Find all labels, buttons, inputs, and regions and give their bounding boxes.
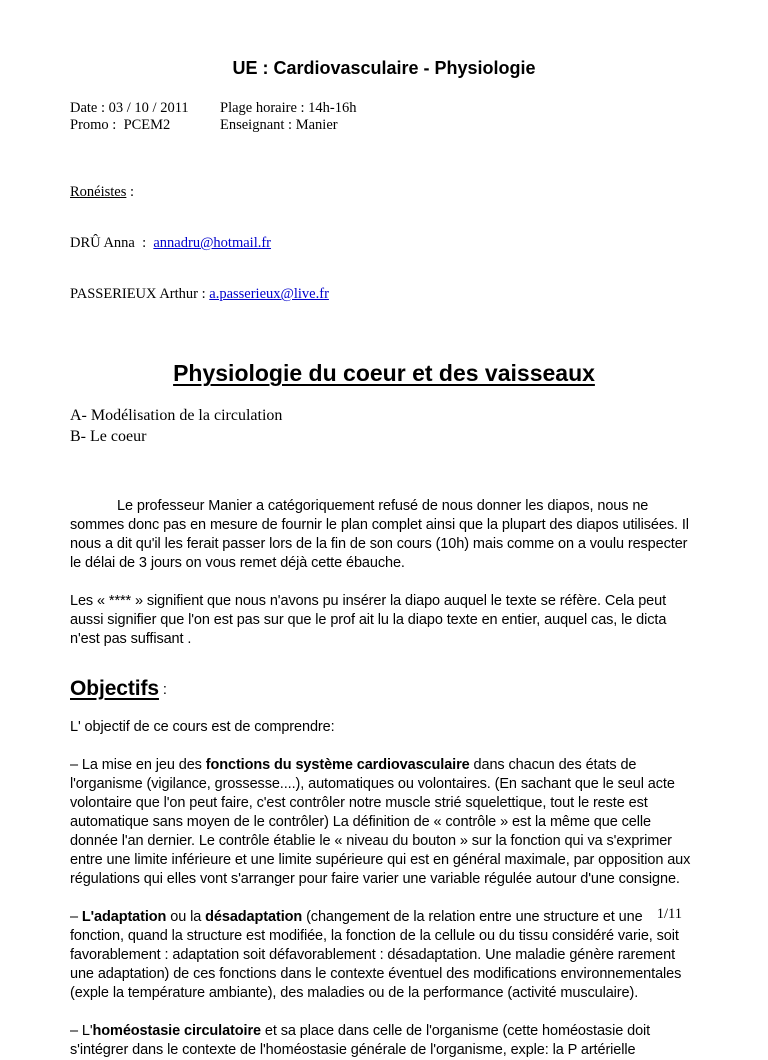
- main-title-text: Physiologie du coeur et des vaisseaux: [173, 360, 595, 386]
- outline-item-a: A- Modélisation de la circulation: [70, 407, 283, 424]
- roneistes-label: Ronéistes: [70, 184, 127, 200]
- meta-time: Plage horaire : 14h-16h: [220, 100, 357, 116]
- objectifs-heading: [70, 679, 698, 700]
- roneistes-label-line: [70, 184, 698, 201]
- email-link[interactable]: a.passerieux@live.fr: [209, 286, 329, 302]
- roneiste-name: DRÛ Anna :: [70, 235, 154, 251]
- roneiste-entry: [70, 235, 698, 252]
- objective-bullet-adaptation: – L'adaptation ou la désadaptation (changement de la relation entre une structure et une fonction, quand la structure est modifiée, la fonction de la cellule ou du tissu considéré varie, soit favorablement : adaptation soit défavorablement : désadaptation. Une maladie génère rarement une adaptation) de ces fonctions dans le contexte éventuel des modifications environnementales (exple la température ambiante), des maladies ou de la performance (activité musculaire).: [70, 909, 682, 1001]
- roneiste-name: PASSERIEUX Arthur :: [70, 286, 210, 302]
- main-title: [70, 360, 698, 387]
- intro-paragraph-1: Le professeur Manier a catégoriquement refusé de nous donner les diapos, nous ne sommes donc pas en mesure de fournir le plan complet ainsi que la plupart des diapos utilisées. Il nous a dit qu'il les ferait passer lors de la fin de son cours (10h) mais comme on a voulu respecter le délai de 3 jours on vous remet déjà cette ébauche.: [70, 498, 689, 571]
- meta-promo: Promo : PCEM2: [70, 116, 171, 133]
- objectifs-heading-suffix: :: [158, 682, 167, 698]
- roneistes-block: [70, 150, 698, 337]
- meta-teacher: Enseignant : Manier: [220, 116, 338, 133]
- roneistes-label-suffix: :: [126, 184, 135, 200]
- outline-item-b: B- Le coeur: [70, 428, 147, 445]
- objective-bullet-functions: – La mise en jeu des fonctions du système cardiovasculaire dans chacun des états de l'organisme (vigilance, grossesse....), automatiques ou volontaires. (En sachant que le seul acte volontaire que l'on peut faire, c'est contrôler notre muscle strié squelettique, tout le reste est automatique sans moyen de le contrôler) La définition de « contrôle » est la même que celle donnée l'an dernier. Le contrôle établie le « niveau du bouton » sur la fonction qui va s'exprimer entre une limite inférieure et une limite supérieure qui est en général maximale, par opposition aux régulations qui elles vont s'arranger pour faire varier une variable régulée autour d'une consigne.: [70, 757, 691, 887]
- meta-date: Date : 03 / 10 / 2011: [70, 100, 189, 116]
- course-meta: [70, 100, 698, 133]
- intro-paragraph-2: Les « **** » signifient que nous n'avons pu insérer la diapo auquel le texte se réfère. Cela peut aussi signifier que l'on est pas sur que le prof ait lu la diapo texte en entier, auquel cas, le dicta n'est pas suffisant .: [70, 593, 667, 647]
- objective-bullet-homeostasie: – L'homéostasie circulatoire et sa place dans celle de l'organisme (cette homéostasie doit s'intégrer dans le contexte de l'homéostasie générale de l'organisme, exple: la P artérielle: [70, 1023, 651, 1058]
- roneiste-entry: [70, 286, 698, 303]
- email-link[interactable]: annadru@hotmail.fr: [153, 235, 272, 251]
- objectifs-heading-text: Objectifs: [70, 677, 159, 700]
- page-number: 1/11: [656, 906, 682, 922]
- document-body: [70, 497, 698, 1060]
- course-outline: [70, 405, 698, 447]
- objectifs-intro: L' objectif de ce cours est de comprendre:: [70, 719, 335, 735]
- course-header-title: UE : Cardiovasculaire - Physiologie: [232, 58, 536, 78]
